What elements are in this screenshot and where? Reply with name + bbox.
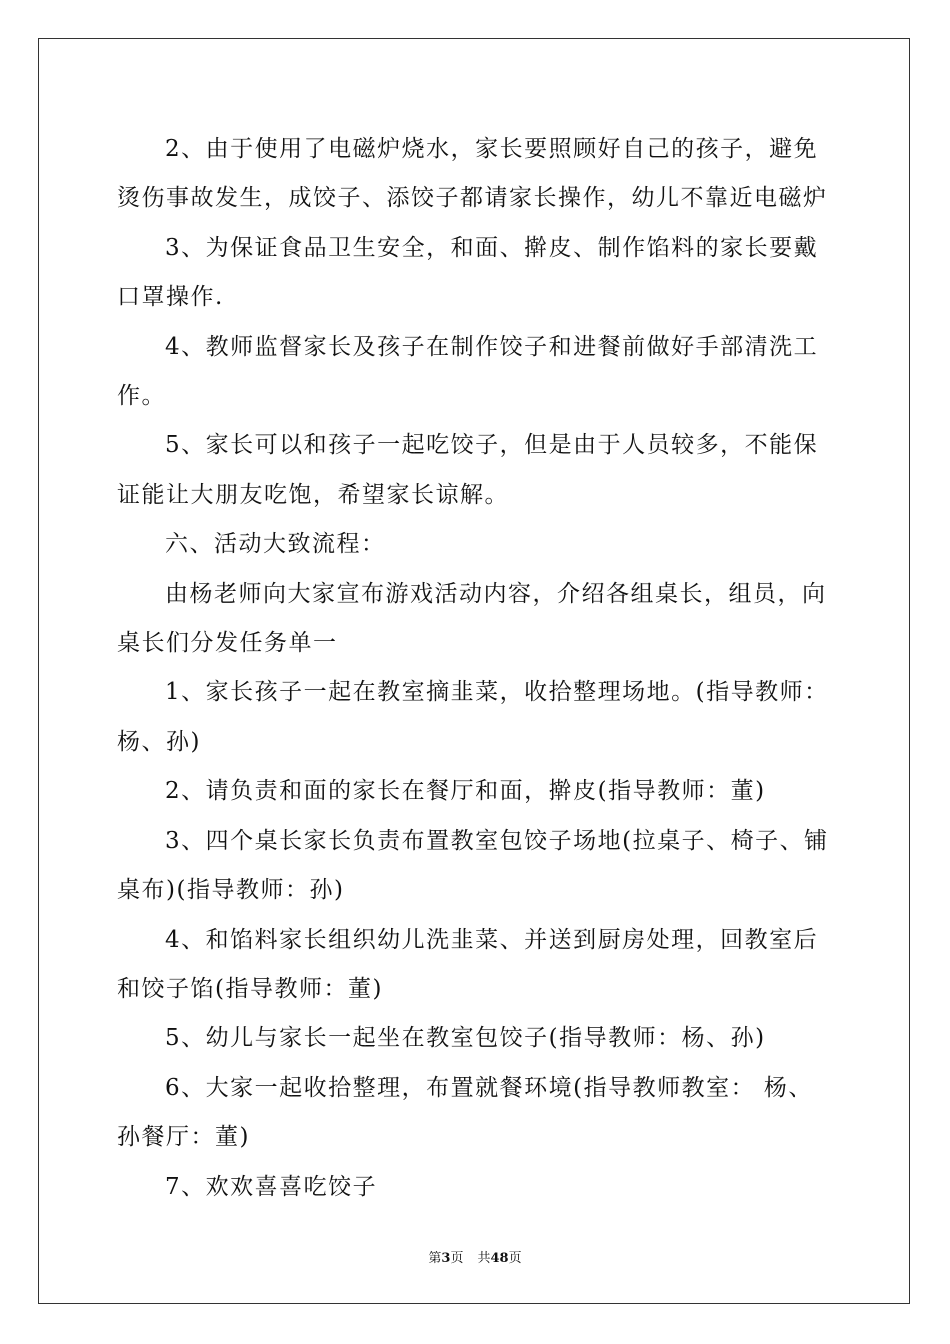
footer-page-number: 3	[441, 1251, 451, 1266]
step-2: 2、请负责和面的家长在餐厅和面，擀皮(指导教师：董)	[165, 778, 766, 805]
step-5: 5、幼儿与家长一起坐在教室包饺子(指导教师：杨、孙)	[165, 1025, 766, 1052]
step-7: 7、欢欢喜喜吃饺子	[165, 1173, 378, 1200]
step-6: 6、大家一起收拾整理，布置就餐环境(指导教师教室： 杨、孙餐厅：董)	[117, 1074, 813, 1151]
footer-total-pages: 48	[490, 1251, 509, 1266]
paragraph-item-5: 5、家长可以和孩子一起吃饺子，但是由于人员较多，不能保证能让大朋友吃饱，希望家长谅解。	[117, 432, 819, 508]
step-3: 3、四个桌长家长负责布置教室包饺子场地(拉桌子、椅子、铺桌布)(指导教师：孙)	[117, 827, 829, 904]
footer-page-suffix: 页	[450, 1251, 464, 1266]
step-1: 1、家长孩子一起在教室摘韭菜，收拾整理场地。(指导教师：杨、孙)	[117, 679, 829, 755]
footer-total-suffix: 页	[508, 1251, 522, 1266]
paragraph-item-3: 3、为保证食品卫生安全，和面、擀皮、制作馅料的家长要戴口罩操作.	[117, 234, 819, 311]
paragraph-item-2: 2、由于使用了电磁炉烧水，家长要照顾好自己的孩子，避免烫伤事故发生，成饺子、添饺子都请家长操作，幼儿不靠近电磁炉	[117, 136, 828, 212]
footer-total-prefix: 共	[477, 1251, 491, 1266]
paragraph-intro: 由杨老师向大家宣布游戏活动内容，介绍各组桌长，组员，向桌长们分发任务单一	[117, 580, 827, 657]
footer-page-prefix: 第	[428, 1251, 442, 1266]
section-heading-process: 六、活动大致流程：	[165, 531, 386, 558]
document-body	[117, 125, 837, 1212]
step-4: 4、和馅料家长组织幼儿洗韭菜、并送到厨房处理，回教室后和饺子馅(指导教师：董)	[117, 926, 819, 1002]
paragraph-item-4: 4、教师监督家长及孩子在制作饺子和进餐前做好手部清洗工作。	[117, 333, 819, 410]
page-footer	[0, 1247, 950, 1266]
